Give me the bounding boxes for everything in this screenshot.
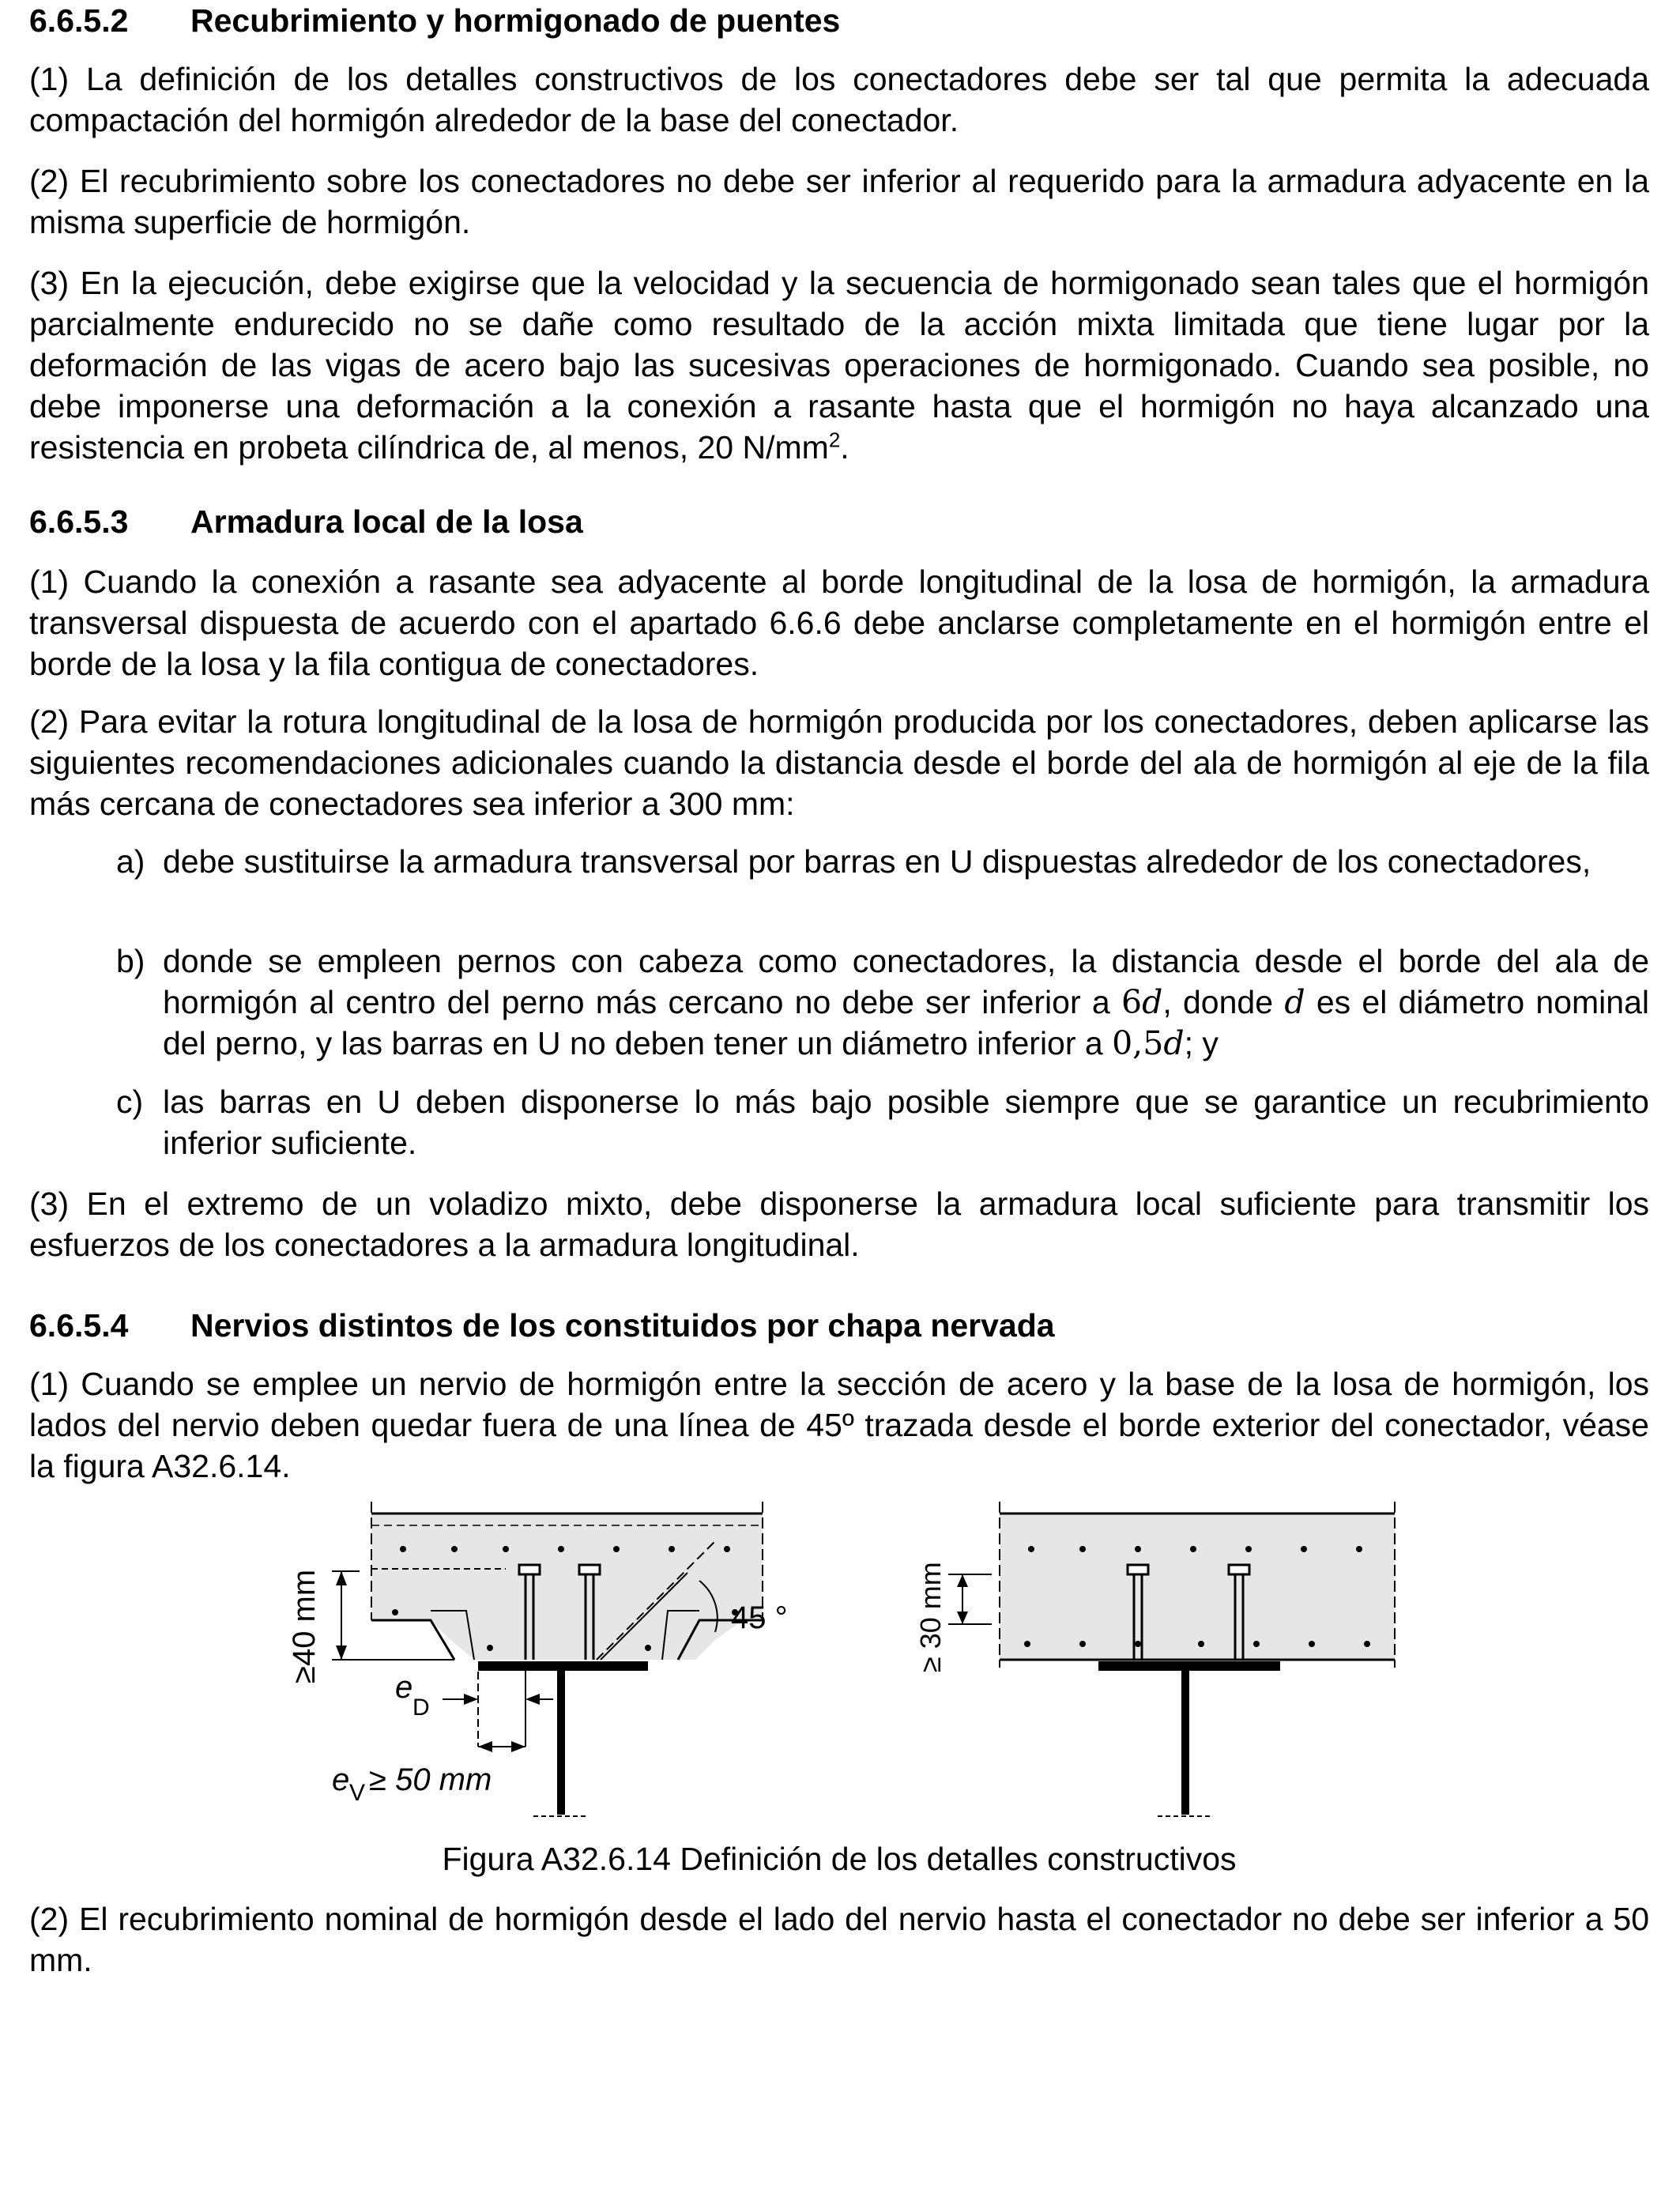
- paragraph: (2) El recubrimiento sobre los conectadores no debe ser inferior al requerido para la armadura adyacente en la misma superficie de hormigón.: [29, 163, 1649, 240]
- eV-symbol: e: [332, 1762, 350, 1797]
- right-detail-drawing: [948, 1502, 1395, 1816]
- angle-label: 45 °: [731, 1600, 788, 1635]
- list-item: [116, 841, 1649, 882]
- section-title: Recubrimiento y hormigonado de puentes: [190, 2, 841, 39]
- section-title: Nervios distintos de los constituidos por chapa nervada: [190, 1307, 1055, 1344]
- paragraph: (1) La definición de los detalles constructivos de los conectadores debe ser tal que permita la adecuada compactación del hormigón alrededor de la base del conectador.: [29, 61, 1649, 138]
- figure-caption: Figura A32.6.14 Definición de los detalles constructivos: [442, 1841, 1237, 1877]
- label-eD: [395, 1670, 430, 1721]
- section-number: 6.6.5.3: [29, 503, 129, 540]
- list-item: [116, 941, 1649, 1064]
- list-item-text: [163, 941, 1649, 1064]
- paragraph: [29, 262, 1649, 468]
- eV-subscript: V: [349, 1780, 366, 1806]
- list-item-text: las barras en U deben disponerse lo más bajo posible siempre que se garantice un recubrimiento inferior suficiente.: [163, 1084, 1649, 1161]
- section-heading-6-6-5-2: [29, 2, 840, 40]
- paragraph: (2) El recubrimiento nominal de hormigón desde el lado del nervio hasta el conectador no debe ser inferior a 50 mm.: [29, 1901, 1649, 1978]
- text-run: ; y: [1184, 1025, 1219, 1061]
- text-run: es el diámetro nominal del perno, y las barras en U no deben tener un diámetro inferior a: [163, 984, 1650, 1061]
- section-heading-6-6-5-3: [29, 503, 583, 541]
- dimension-label-right: ≥ 30 mm: [914, 1562, 947, 1672]
- paragraph: (2) Para evitar la rotura longitudinal de la losa de hormigón producida por los conectadores, deben aplicarse las siguientes recomendaciones adicionales cuando la distancia desde el borde del ala de hormigón al eje de la fila más cercana de conectadores sea inferior a 300 mm:: [29, 703, 1649, 822]
- paragraph-text: (3) En la ejecución, debe exigirse que la velocidad y la secuencia de hormigonado sean tales que el hormigón parcialmente endurecido no se dañe como resultado de la acción mixta limitada que tiene lugar por la deformación de las vigas de acero bajo las sucesivas operaciones de hormigonado. Cuando sea posible, no debe imponerse una deformación a la conexión a rasante hasta que el hormigón no haya alcanzado una resistencia en probeta cilíndrica de, al menos, 20 N/mm: [29, 265, 1649, 466]
- superscript: 2: [828, 428, 841, 452]
- section-title: Armadura local de la losa: [190, 503, 583, 540]
- list-item-text: debe sustituirse la armadura transversal por barras en U dispuestas alrededor de los conectadores,: [163, 843, 1591, 880]
- paragraph: (1) Cuando se emplee un nervio de hormigón entre la sección de acero y la base de la losa de hormigón, los lados del nervio deben quedar fuera de una línea de 45º trazada desde el borde exterior del conectador, véase la figura A32.6.14.: [29, 1366, 1649, 1484]
- figure-constructive-details: [0, 1486, 1680, 1826]
- list-item: [116, 1081, 1649, 1163]
- list-item-label: b): [116, 943, 145, 979]
- math-6d: 6d: [1121, 983, 1163, 1021]
- list-item-label: a): [116, 843, 145, 880]
- math-0-5d: 0,5d: [1112, 1024, 1185, 1062]
- label-eV: [332, 1762, 492, 1806]
- text-run: , donde: [1162, 984, 1285, 1020]
- eD-subscript: D: [412, 1695, 430, 1721]
- section-number: 6.6.5.2: [29, 2, 129, 39]
- section-number: 6.6.5.4: [29, 1307, 129, 1344]
- list-item-label: c): [116, 1084, 144, 1120]
- dimension-label-left: ≥40 mm: [287, 1569, 322, 1683]
- eV-value: ≥ 50 mm: [369, 1762, 492, 1797]
- eD-symbol: e: [395, 1670, 413, 1705]
- section-heading-6-6-5-4: [29, 1306, 1055, 1344]
- paragraph-end: .: [840, 429, 849, 466]
- paragraph: (1) Cuando la conexión a rasante sea adyacente al borde longitudinal de la losa de hormigón, la armadura transversal dispuesta de acuerdo con el apartado 6.6.6 debe anclarse completamente en el hormigón entre el borde de la losa y la fila contigua de conectadores.: [29, 564, 1649, 682]
- text-run: donde se empleen pernos con cabeza como conectadores, la distancia desde el borde del ala de hormigón al centro del perno más cercano no debe ser inferior a: [163, 943, 1649, 1020]
- math-d: d: [1284, 983, 1305, 1021]
- paragraph: (3) En el extremo de un voladizo mixto, debe disponerse la armadura local suficiente para transmitir los esfuerzos de los conectadores a la armadura longitudinal.: [29, 1186, 1649, 1263]
